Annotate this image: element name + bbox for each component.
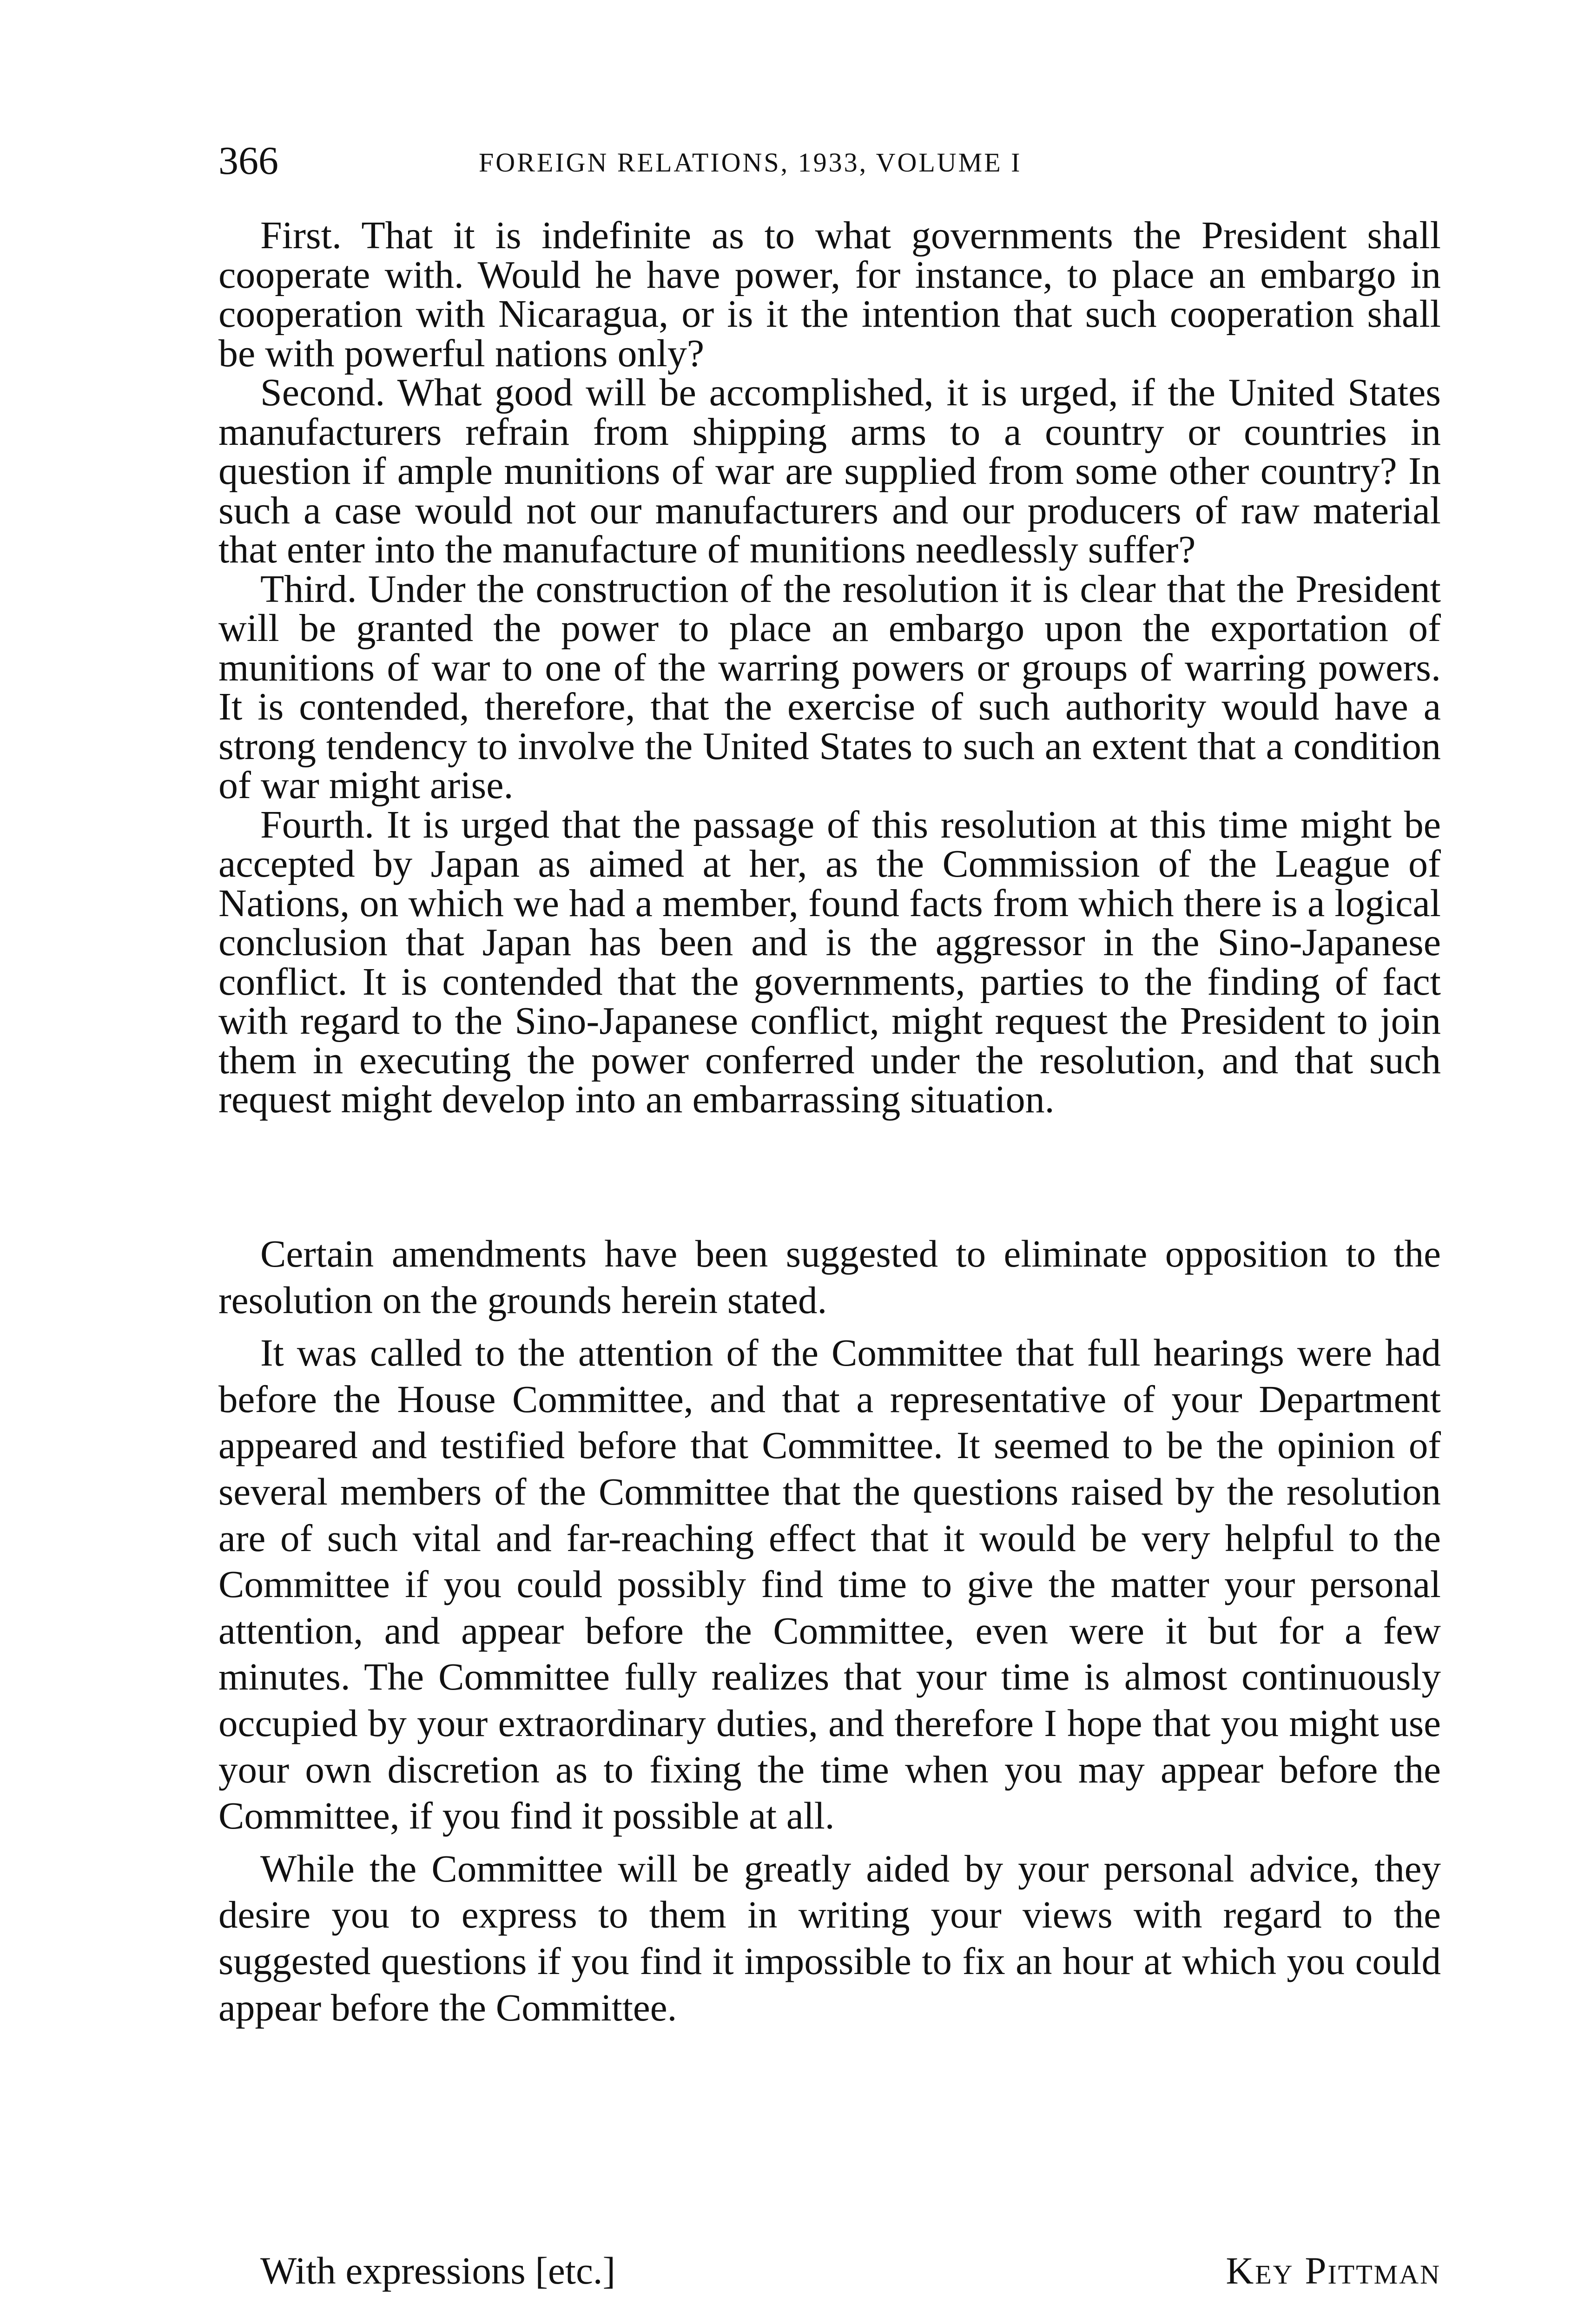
page-number: 366 bbox=[218, 138, 278, 183]
objections-block bbox=[218, 216, 1441, 1120]
body-paragraph: While the Committee will be greatly aided by your personal advice, they desire you to express to them in writing your views with regard to the suggested questions if you find it impossible to fix an hour at which you could appear before the Committee. bbox=[218, 1847, 1441, 2029]
letter-body bbox=[218, 1231, 1441, 2037]
objection-second: Second. What good will be accomplished, it is urged, if the United States manufacturers refrain from shipping arms to a country or countries in question if ample munitions of war are supplied from some other country? In such a case would not our manufacturers and our producers of raw material that enter into the manufacture of munitions needlessly suffer? bbox=[218, 371, 1441, 571]
body-paragraph: It was called to the attention of the Committee that full hearings were had before the House Committee, and that a representative of your Department appeared and testified before that Committee. It seemed to be the opinion of several members of the Committee that the questions raised by the resolution are of such vital and far-reaching effect that it would be very helpful to the Committee if you could possibly find time to give the matter your personal attention, and appear before the Committee, even were it but for a few minutes. The Committee fully realizes that your time is almost continuously occupied by your extraordinary duties, and therefore I hope that you might use your own discretion as to fixing the time when you may appear before the Committee, if you find it possible at all. bbox=[218, 1331, 1441, 1837]
signature: Key Pittman bbox=[1226, 2249, 1441, 2292]
objection-first: First. That it is indefinite as to what governments the President shall cooperate with. Would he have power, for instance, to place an embargo in cooperation with Nicaragua, or is it the intention that such cooperation shall be with powerful nations only? bbox=[218, 214, 1441, 375]
closing-phrase: With expressions [etc.] bbox=[260, 2249, 616, 2292]
running-head bbox=[218, 135, 1436, 186]
objection-third: Third. Under the construction of the resolution it is clear that the President will be granted the power to place an embargo upon the exportation of munitions of war to one of the warring powers or groups of warring powers. It is contended, therefore, that the exercise of such authority would have a strong tendency to involve the United States to such an extent that a condition of war might arise. bbox=[218, 567, 1441, 807]
running-title: FOREIGN RELATIONS, 1933, VOLUME I bbox=[479, 147, 1022, 178]
objection-fourth: Fourth. It is urged that the passage of this resolution at this time might be accepted by Japan as aimed at her, as the Commission of the League of Nations, on which we had a member, found facts from which there is a logical conclusion that Japan has been and is the aggressor in the Sino-Japanese conflict. It is contended that the governments, parties to the finding of fact with regard to the Sino-Japanese conflict, might request the President to join them in executing the power conferred under the resolution, and that such request might develop into an embarrassing situation. bbox=[218, 803, 1441, 1121]
body-paragraph: Certain amendments have been suggested to eliminate opposition to the resolution on the grounds herein stated. bbox=[218, 1232, 1441, 1321]
closing-line bbox=[218, 2247, 1441, 2298]
